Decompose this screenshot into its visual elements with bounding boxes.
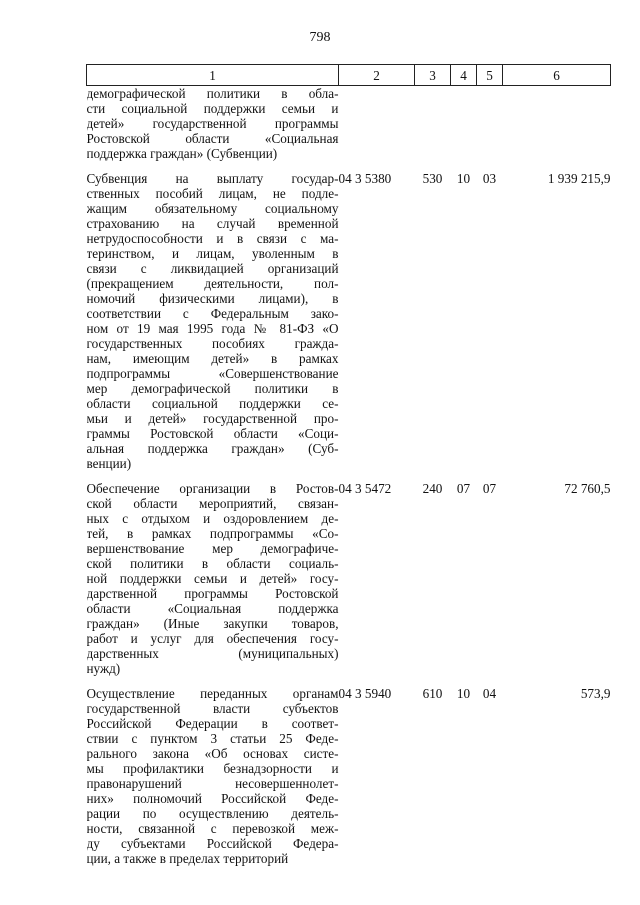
spacer-cell xyxy=(87,676,339,686)
table-row xyxy=(87,171,611,471)
description-line: вершенствование мер демографиче- xyxy=(86,541,339,556)
description-line: детей» государственной программы xyxy=(86,116,339,131)
spacer-cell xyxy=(477,471,503,481)
spacer-cell xyxy=(87,471,339,481)
row-subsection: 07 xyxy=(482,481,497,496)
description-line: мы профилактики безнадзорности и xyxy=(86,761,339,776)
description-line: альная поддержка граждан» (Суб- xyxy=(86,441,339,456)
description-line: ской области мероприятий, связан- xyxy=(86,496,339,511)
row-section: 07 xyxy=(456,481,471,496)
description-line: государственных пособиях гражда- xyxy=(86,336,339,351)
description-line: (прекращением деятельности, пол- xyxy=(86,276,339,291)
row-spacer xyxy=(87,471,611,481)
row-target-code xyxy=(339,86,415,162)
row-target-code: 04 3 5380 xyxy=(338,171,392,186)
table-body xyxy=(87,86,611,867)
description-line: нам, имеющим детей» в рамках xyxy=(86,351,339,366)
row-subsection: 04 xyxy=(482,686,497,701)
description-line: ственных пособий лицам, не подле- xyxy=(86,186,339,201)
description-line: ных с отдыхом и оздоровлением де- xyxy=(86,511,339,526)
description-line: работ и услуг для обеспечения госу- xyxy=(86,631,339,646)
description-line: Субвенция на выплату государ- xyxy=(86,171,339,186)
row-description xyxy=(87,86,339,162)
row-expense-type: 610 xyxy=(422,686,443,701)
description-line: Осуществление переданных органам xyxy=(86,686,339,701)
description-line: правонарушений несовершеннолет- xyxy=(86,776,339,791)
spacer-cell xyxy=(451,161,477,171)
row-target-code: 04 3 5472 xyxy=(338,481,392,496)
description-line: теринством, и лицам, уволенным в xyxy=(86,246,339,261)
description-line: страхованию на случай временной xyxy=(86,216,339,231)
row-subsection xyxy=(477,86,503,162)
description-line: номочий физическими лицами), в xyxy=(86,291,339,306)
description-line: ду субъектами Российской Федера- xyxy=(86,836,339,851)
spacer-cell xyxy=(477,676,503,686)
spacer-cell xyxy=(503,676,611,686)
description-line: Российской Федерации в соответ- xyxy=(86,716,339,731)
description-line: ности, связанной с перевозкой меж- xyxy=(86,821,339,836)
description-line: нужд) xyxy=(86,661,121,676)
column-header-1: 1 xyxy=(87,65,339,86)
spacer-cell xyxy=(87,161,339,171)
description-line: нетрудоспособности и в связи с ма- xyxy=(86,231,339,246)
row-section xyxy=(451,86,477,162)
row-spacer xyxy=(87,161,611,171)
description-line: связи с ликвидацией организаций xyxy=(86,261,339,276)
row-spacer xyxy=(87,676,611,686)
table-row xyxy=(87,86,611,162)
description-line: ции, а также в пределах территорий xyxy=(86,851,289,866)
description-line: демографической политики в обла- xyxy=(86,86,339,101)
description-line: подпрограммы «Совершенствование xyxy=(86,366,339,381)
spacer-cell xyxy=(477,161,503,171)
description-line: дарственных (муниципальных) xyxy=(86,646,339,661)
description-line: рации по осуществлению деятель- xyxy=(86,806,339,821)
column-header-3: 3 xyxy=(415,65,451,86)
column-header-6: 6 xyxy=(503,65,611,86)
table-header-row xyxy=(87,65,611,86)
row-amount xyxy=(503,86,611,162)
row-description xyxy=(87,686,339,866)
spacer-cell xyxy=(339,161,415,171)
description-line: государственной власти субъектов xyxy=(86,701,339,716)
spacer-cell xyxy=(415,676,451,686)
row-expense-type: 530 xyxy=(422,171,443,186)
description-line: сти социальной поддержки семьи и xyxy=(86,101,339,116)
description-line: них» полномочий Российской Феде- xyxy=(86,791,339,806)
row-expense-type xyxy=(415,86,451,162)
description-line: граждан» (Иные закупки товаров, xyxy=(86,616,339,631)
row-subsection: 03 xyxy=(482,171,497,186)
spacer-cell xyxy=(339,471,415,481)
description-line: мер демографической политики в xyxy=(86,381,339,396)
description-line: венции) xyxy=(86,456,132,471)
row-section: 10 xyxy=(456,686,471,701)
row-section: 10 xyxy=(456,171,471,186)
description-line: дарственной программы Ростовской xyxy=(86,586,339,601)
row-description xyxy=(87,481,339,676)
table-row xyxy=(87,481,611,676)
description-line: Ростовской области «Социальная xyxy=(86,131,339,146)
spacer-cell xyxy=(415,471,451,481)
description-line: ном от 19 мая 1995 года № 81-ФЗ «О xyxy=(86,321,339,336)
row-amount: 573,9 xyxy=(580,686,611,701)
row-amount: 1 939 215,9 xyxy=(547,171,611,186)
spacer-cell xyxy=(451,471,477,481)
column-header-4: 4 xyxy=(451,65,477,86)
description-line: граммы Ростовской области «Соци- xyxy=(86,426,339,441)
description-line: области социальной поддержки се- xyxy=(86,396,339,411)
row-description xyxy=(87,171,339,471)
description-line: соответствии с Федеральным зако- xyxy=(86,306,339,321)
row-amount: 72 760,5 xyxy=(564,481,611,496)
table-row xyxy=(87,686,611,866)
description-line: Обеспечение организации в Ростов- xyxy=(86,481,339,496)
description-line: жащим обязательному социальному xyxy=(86,201,339,216)
column-header-5: 5 xyxy=(477,65,503,86)
spacer-cell xyxy=(503,161,611,171)
description-line: тей, в рамках подпрограммы «Со- xyxy=(86,526,339,541)
spacer-cell xyxy=(503,471,611,481)
description-line: области «Социальная поддержка xyxy=(86,601,339,616)
description-line: ствии с пунктом 3 статьи 25 Феде- xyxy=(86,731,339,746)
spacer-cell xyxy=(451,676,477,686)
description-line: ской политики в области социаль- xyxy=(86,556,339,571)
spacer-cell xyxy=(415,161,451,171)
description-line: рального закона «Об основах систе- xyxy=(86,746,339,761)
row-target-code: 04 3 5940 xyxy=(338,686,392,701)
description-line: ной поддержки семьи и детей» госу- xyxy=(86,571,339,586)
page-number: 798 xyxy=(309,30,331,45)
row-expense-type: 240 xyxy=(422,481,443,496)
description-line: поддержка граждан» (Субвенции) xyxy=(86,146,278,161)
column-header-2: 2 xyxy=(339,65,415,86)
description-line: мьи и детей» государственной про- xyxy=(86,411,339,426)
budget-table xyxy=(86,64,611,866)
spacer-cell xyxy=(339,676,415,686)
